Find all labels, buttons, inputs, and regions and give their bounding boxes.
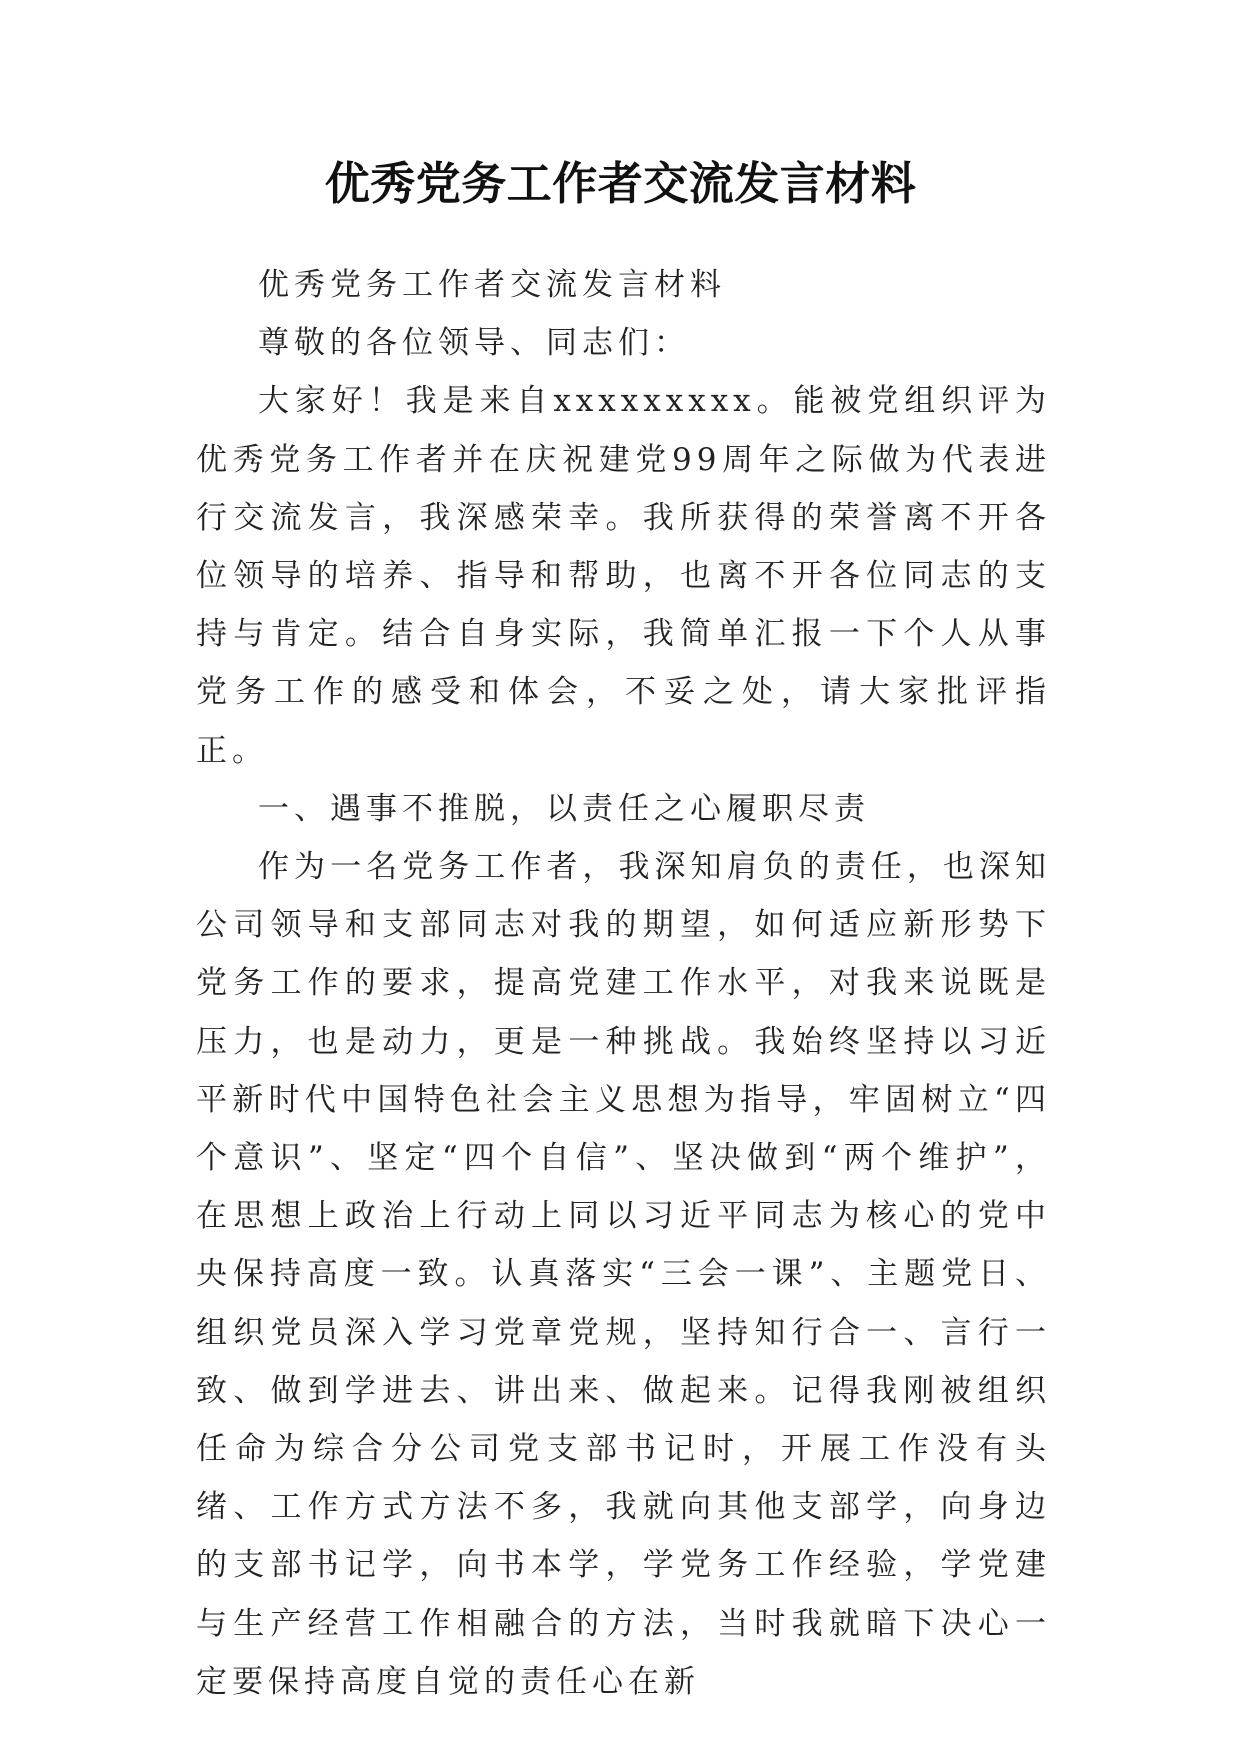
section-heading-1: 一、遇事不推脱，以责任之心履职尽责: [258, 790, 870, 827]
paragraph-greeting: 大家好！我是来自xxxxxxxxx。能被党组织评为优秀党务工作者并在庆祝建党99周年之际做为代表进行交流发言，我深感荣幸。我所获得的荣誉离不开各位领导的培养、指导和帮助，也离不开各位同志的支持与肯定。结合自身实际，我简单汇报一下个人从事党务工作的感受和体会，不妥之处，请大家批评指正。: [196, 383, 1051, 769]
document-body: [196, 256, 1051, 1711]
paragraph-subtitle: 优秀党务工作者交流发言材料: [258, 267, 726, 303]
paragraph-section-1: 作为一名党务工作者，我深知肩负的责任，也深知公司领导和支部同志对我的期望，如何适应新形势下党务工作的要求，提高党建工作水平，对我来说既是压力，也是动力，更是一种挑战。我始终坚持以习近平新时代中国特色社会主义思想为指导，牢固树立“四个意识”、坚定“四个自信”、坚决做到“两个维护”，在思想上政治上行动上同以习近平同志为核心的党中央保持高度一致。认真落实“三会一课”、主题党日、组织党员深入学习党章党规，坚持知行合一、言行一致、做到学进去、讲出来、做起来。记得我刚被组织任命为综合分公司党支部书记时，开展工作没有头绪、工作方式方法不多，我就向其他支部学，向身边的支部书记学，向书本学，学党务工作经验，学党建与生产经营工作相融合的方法，当时我就暗下决心一定要保持高度自觉的责任心在新: [196, 849, 1051, 1700]
paragraph-salutation: 尊敬的各位领导、同志们：: [258, 325, 690, 362]
document-title: 优秀党务工作者交流发言材料: [324, 157, 917, 210]
